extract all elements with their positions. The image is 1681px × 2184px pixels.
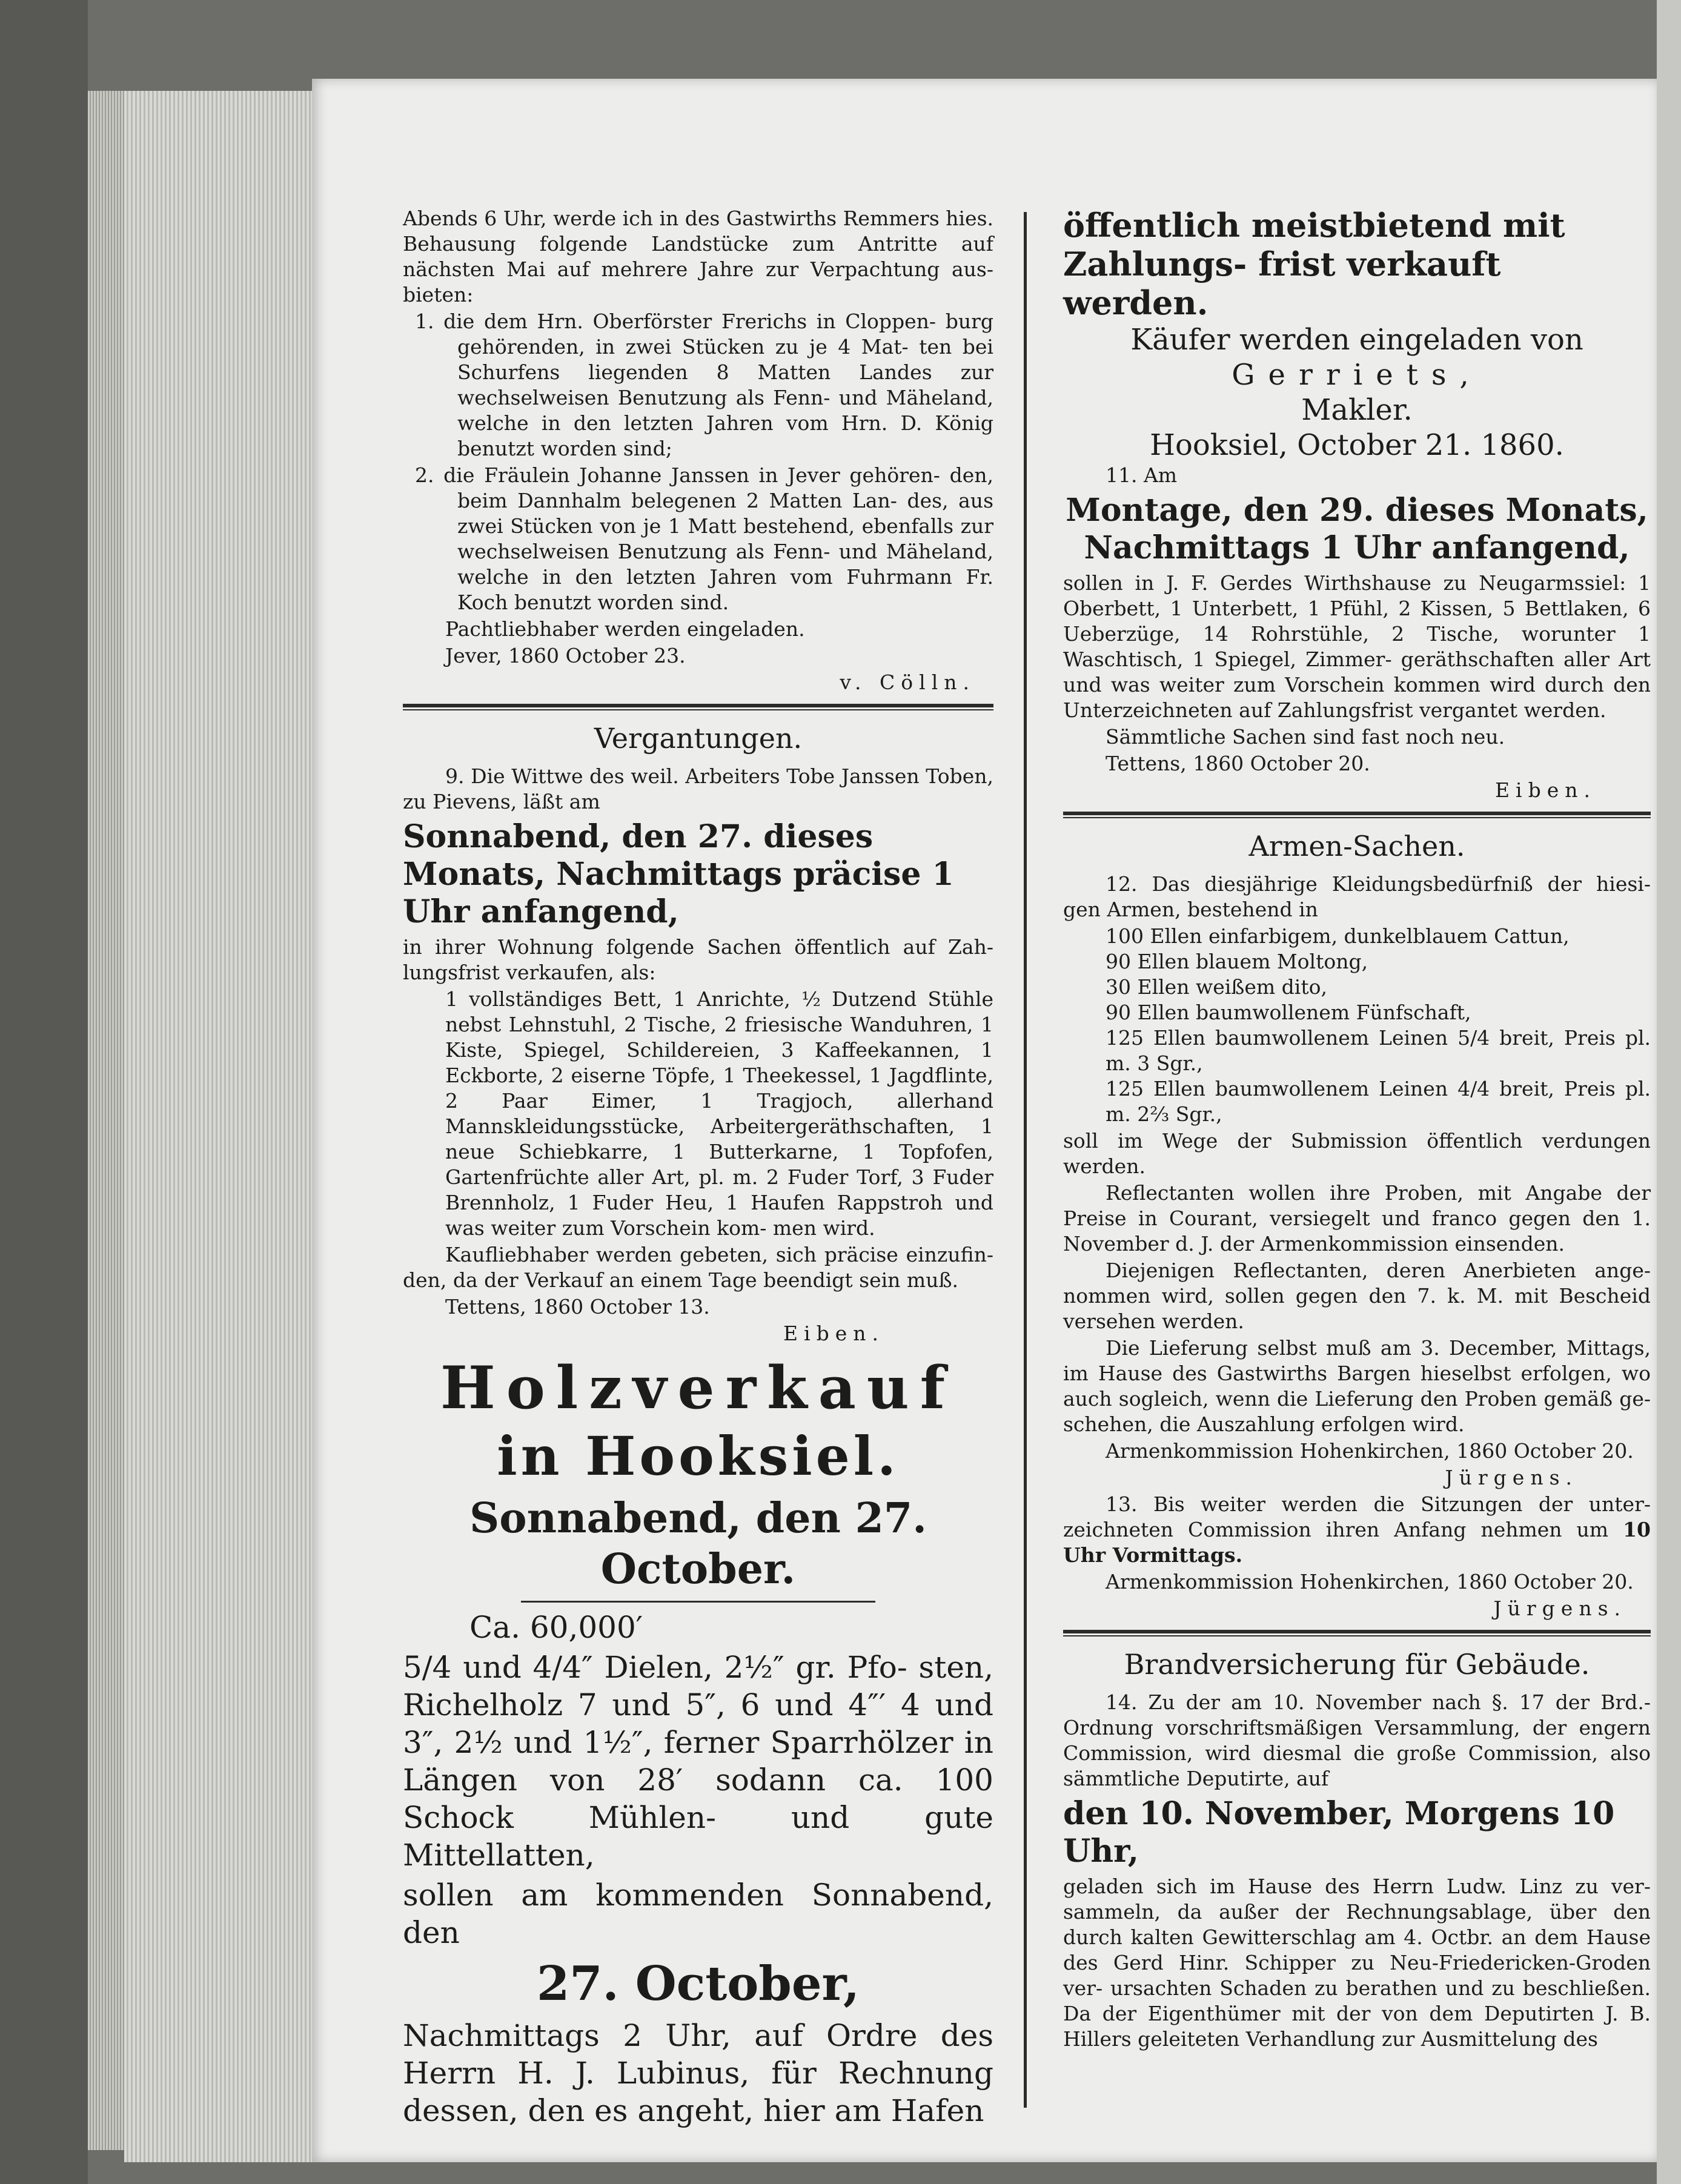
section-rule — [1063, 1630, 1651, 1636]
notice-10-broker: Gerriets, — [1232, 358, 1482, 392]
notice-12-place-date: Armenkommission Hohenkirchen, 1860 October 20. — [1106, 1439, 1634, 1463]
notice-9-signature: Eiben. — [783, 1322, 884, 1345]
left-column — [403, 206, 993, 2132]
holz-big-date: 27. October, — [536, 1956, 860, 2011]
notice-10-broker-title: Makler. — [1301, 393, 1413, 427]
notice-9-text: in ihrer Wohnung folgende Sachen öffentlich auf Zah- lungsfrist verkaufen, als: — [403, 935, 993, 984]
holz-sollen: sollen am kommenden Sonnabend, den — [403, 1878, 993, 1950]
notice-13-text — [1063, 1492, 1651, 1568]
notice-10-continued: öffentlich meistbietend mit Zahlungs- frist verkauft werden. — [1063, 206, 1565, 322]
section-title-vergantungen: Vergantungen. — [594, 722, 803, 755]
background-left — [0, 0, 88, 2184]
notice-11-note: Sämmtliche Sachen sind fast noch neu. — [1106, 725, 1505, 749]
lease-item-1: 1. die dem Hrn. Oberförster Frerichs in Cloppen- burg gehörenden, in zwei Stücken zu je 4 Mat- ten bei Schurfens liegenden 8 Matten Landes zur wechselweisen Benutzung als Fenn- und Mäheland, welche in den letzten Jahren vom Hrn. D. König benutzt worden sind; — [415, 309, 993, 460]
notice-13-signature: Jürgens. — [1493, 1597, 1626, 1620]
lease-intro: Abends 6 Uhr, werde ich in des Gastwirths Remmers hies. Behausung folgende Landstücke zum Antritte auf nächsten Mai auf mehrere Jahre zur Verpachtung aus- bieten: — [403, 207, 994, 306]
book-page-stack — [124, 91, 314, 2162]
section-rule — [1063, 812, 1651, 818]
newspaper-page — [312, 79, 1657, 2162]
holz-tail: Nachmittags 2 Uhr, auf Ordre des Herrn H. J. Lubinus, für Rechnung dessen, den es angeht, hier am Hafen — [403, 2018, 993, 2128]
notice-12-delivery: Die Lieferung selbst muß am 3. December, Mittags, im Hause des Gastwirths Bargen hieselbst erfolgen, wo auch sogleich, wenn die Lieferung den Proben gemäß ge- schehen, die Auszahlung erfolgen wird. — [1063, 1336, 1651, 1436]
notice-12-accepted: Diejenigen Reflectanten, deren Anerbieten ange- nommen wird, sollen gegen den 7. k. M. mit Bescheid versehen werden. — [1063, 1259, 1651, 1333]
section-rule — [403, 704, 993, 710]
holz-quantity: Ca. 60,000′ — [469, 1610, 643, 1645]
notice-12-signature: Jürgens. — [1445, 1466, 1578, 1489]
notice-12-items: 100 Ellen einfarbigem, dunkelblauem Cattun, 90 Ellen blauem Moltong, 30 Ellen weißem dito, 90 Ellen baumwollenem Fünfschaft, 125 Ellen baumwollenem Leinen 5/4 breit, Preis pl. m. 3 Sgr., 125 Ellen baumwollenem Leinen 4/4 breit, Preis pl. m. 2⅔ Sgr., — [1106, 924, 1651, 1126]
section-title-brand: Brandversicherung für Gebäude. — [1124, 1648, 1590, 1681]
notice-12-intro: 12. Das diesjährige Kleidungsbedürfniß der hiesi- gen Armen, bestehend in — [1063, 872, 1651, 921]
column-divider — [1024, 212, 1027, 2108]
notice-11-text: sollen in J. F. Gerdes Wirthshause zu Neugarmssiel: 1 Oberbett, 1 Unterbett, 1 Pfühl, 2 Kissen, 5 Bettlaken, 6 Ueberzüge, 14 Rohrstühle, 2 Tische, worunter 1 Waschtisch, 1 Spiegel, Zimmer- geräthschaften aller Art und was weiter zum Vorschein kommen wird durch den Unterzeichneten auf Zahlungsfrist vergantet werden. — [1063, 571, 1651, 722]
notice-9-items: 1 vollständiges Bett, 1 Anrichte, ½ Dutzend Stühle nebst Lehnstuhl, 2 Tische, 2 friesische Wanduhren, 1 Kiste, Spiegel, Schildereien, 3 Kaffeekannen, 1 Eckborte, 2 eiserne Töpfe, 1 Theekessel, 1 Jagdflinte, 2 Paar Eimer, 1 Tragjoch, allerhand Mannskleidungsstücke, Arbeitergeräthschaften, 1 neue Schiebkarre, 1 Butterkarne, 1 Topfofen, Gartenfrüchte aller Art, pl. m. 2 Fuder Torf, 3 Fuder Brennholz, 1 Fuder Heu, 1 Haufen Rappstroh und was weiter zum Vorschein kom- men wird. — [445, 987, 993, 1240]
notice-13-time: 10 Uhr Vormittags. — [1063, 1518, 1651, 1567]
notice-9-intro: 9. Die Wittwe des weil. Arbeiters Tobe Janssen Toben, zu Pievens, läßt am — [403, 764, 993, 813]
notice-14-text: 14. Zu der am 10. November nach §. 17 der Brd.-Ordnung vorschriftsmäßigen Versammlung, der engern Commission, wird diesmal die große Commission, also sämmtliche Deputirte, auf — [1063, 1690, 1651, 1790]
notice-14-date: den 10. November, Morgens 10 Uhr, — [1063, 1795, 1615, 1870]
notice-13-body: 13. Bis weiter werden die Sitzungen der unter- zeichneten Commission ihren Anfang nehmen um — [1063, 1492, 1651, 1541]
lease-place-date: Jever, 1860 October 23. — [445, 644, 686, 667]
notice-9-place-date: Tettens, 1860 October 13. — [445, 1295, 710, 1319]
next-page-edge — [1657, 0, 1681, 2184]
notice-14-tail: geladen sich im Hause des Herrn Ludw. Linz zu ver- sammeln, da außer der Rechnungsablage, über den durch kalten Gewitterschlag am 4. Octbr. an dem Hause des Gerd Hinr. Schipper zu Neu-Friedericken-Groden ver- ursachten Schaden zu berathen und zu beschließen. Da der Eigenthümer mit der von dem Deputirten J. B. Hillers geleiteten Verhandlung zur Ausmittelung des — [1063, 1875, 1651, 2051]
lease-signature: v. Cölln. — [840, 670, 975, 694]
notice-11-place-date: Tettens, 1860 October 20. — [1106, 752, 1370, 775]
right-column — [1063, 206, 1651, 2053]
holz-subtitle: in Hooksiel. — [497, 1425, 900, 1487]
lease-invitation: Pachtliebhaber werden eingeladen. — [445, 617, 805, 641]
notice-11-date: Montage, den 29. dieses Monats, Nachmittags 1 Uhr anfangend, — [1066, 492, 1648, 566]
notice-9-date: Sonnabend, den 27. dieses Monats, Nachmittags präcise 1 Uhr anfangend, — [403, 818, 954, 930]
notice-11-signature: Eiben. — [1494, 778, 1596, 802]
notice-11-intro: 11. Am — [1106, 463, 1178, 487]
notice-10-buyers: Käufer werden eingeladen von — [1130, 323, 1583, 357]
holz-body: 5/4 und 4/4″ Dielen, 2½″ gr. Pfo- sten, Richelholz 7 und 5″, 6 und 4″′ 4 und 3″, 2½ und 1½″, ferner Sparrhölzer in Längen von 28′ sodann ca. 100 Schock Mühlen- und gute Mittellatten, — [403, 1650, 993, 1873]
notice-12-reflectants: Reflectanten wollen ihre Proben, mit Angabe der Preise in Courant, versiegelt und franco gegen den 1. November d. J. der Armenkommission einsenden. — [1063, 1181, 1651, 1256]
holz-rule — [521, 1601, 875, 1603]
holz-title: Holzverkauf — [440, 1354, 956, 1422]
notice-10-place-date: Hooksiel, October 21. 1860. — [1150, 428, 1564, 462]
notice-12-text: soll im Wege der Submission öffentlich verdungen werden. — [1063, 1129, 1651, 1178]
section-title-armen: Armen-Sachen. — [1248, 830, 1465, 862]
holz-date: Sonnabend, den 27. October. — [469, 1494, 927, 1593]
lease-item-2: 2. die Fräulein Johanne Janssen in Jever gehören- den, beim Dannhalm belegenen 2 Matten Lan- des, aus zwei Stücken von je 1 Matt bestehend, ebenfalls zur wechselweisen Benutzung als Fenn- und Mäheland, welche in den letzten Jahren vom Fuhrmann Fr. Koch benutzt worden sind. — [415, 463, 993, 614]
notice-9-buyers: Kaufliebhaber werden gebeten, sich präcise einzufin- den, da der Verkauf an einem Tage beendigt sein muß. — [403, 1243, 993, 1292]
notice-13-place-date: Armenkommission Hohenkirchen, 1860 October 20. — [1106, 1570, 1634, 1593]
